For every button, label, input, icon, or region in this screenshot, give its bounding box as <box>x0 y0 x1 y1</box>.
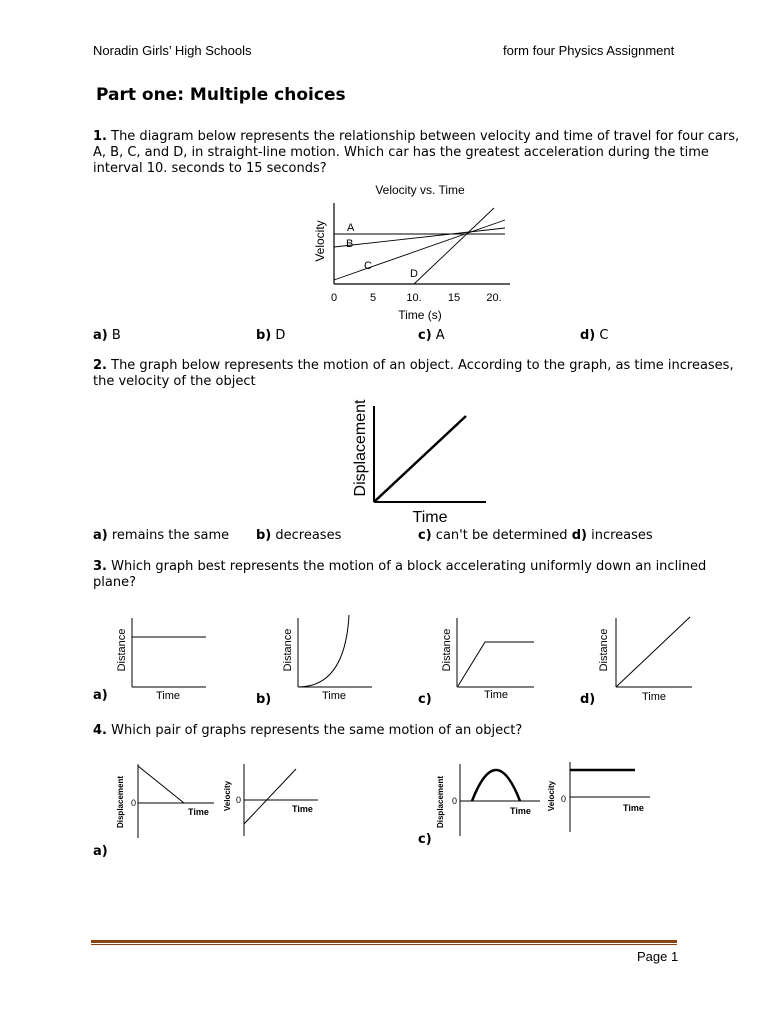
zero-label: 0 <box>561 794 567 804</box>
option-1c[interactable]: c) A <box>418 328 445 343</box>
question-number: 2. <box>93 358 107 373</box>
velocity-time-graph <box>300 178 520 328</box>
question-3 <box>93 559 741 591</box>
curve-line <box>458 642 534 686</box>
curve-line <box>138 766 184 803</box>
curve-line <box>244 769 296 824</box>
graph-3c <box>438 610 548 706</box>
graph-x-label: Time <box>292 804 313 814</box>
question-text: The graph below represents the motion of an object. According to the graph, as time increases, the velocity of the object <box>93 358 734 389</box>
option-4c[interactable]: c) <box>418 832 432 847</box>
tick-label: 10. <box>406 292 422 304</box>
header-school: Noradin Girls’ High Schools <box>93 43 252 58</box>
graph-y-label: Displacement <box>436 775 445 829</box>
graph-4a-displacement <box>114 760 222 840</box>
graph-x-label: Time <box>510 806 531 816</box>
graph-y-label: Displacement <box>116 775 125 829</box>
footer-divider-thin <box>91 944 677 945</box>
option-4a[interactable]: a) <box>93 844 108 859</box>
zero-label: 0 <box>452 796 458 806</box>
graph-title: Velocity vs. Time <box>375 183 465 197</box>
zero-label: 0 <box>131 798 137 808</box>
label-D: D <box>410 268 418 280</box>
label-C: C <box>364 260 372 272</box>
question-number: 1. <box>93 129 107 144</box>
graph-x-label: Time <box>412 509 448 526</box>
question-text: The diagram below represents the relationship between velocity and time of travel for four cars, A, B, C, and D, in straight-line motion. Which car has the greatest acceleration during the time interval 10. seconds to 15 seconds? <box>93 129 740 176</box>
option-2c[interactable]: c) can't be determined d) increases <box>418 528 653 543</box>
graph-y-label: Velocity <box>223 780 232 812</box>
graph-y-label: Velocity <box>547 780 556 812</box>
header-subject: form four Physics Assignment <box>503 43 675 58</box>
graph-3a <box>112 610 222 706</box>
line-B <box>334 228 505 247</box>
displacement-line <box>374 416 466 502</box>
tick-label: 15 <box>447 292 461 304</box>
line-D <box>414 208 494 284</box>
label-A: A <box>347 222 355 234</box>
graph-x-label: Time <box>155 690 181 702</box>
graph-y-label: Distance <box>441 628 453 672</box>
graph-y-label: Displacement <box>352 399 369 497</box>
page-number: Page 1 <box>637 949 679 964</box>
curve-line <box>298 615 349 687</box>
tick-label: 5 <box>369 292 377 304</box>
option-3c[interactable]: c) <box>418 692 432 707</box>
graph-x-label: Time (s) <box>398 308 442 322</box>
option-3a[interactable]: a) <box>93 688 108 703</box>
graph-3b <box>280 610 390 706</box>
question-2 <box>93 358 741 390</box>
option-2b[interactable]: b) decreases <box>256 528 342 543</box>
graph-3d <box>596 610 706 706</box>
option-1b[interactable]: b) D <box>256 328 286 343</box>
part-title: Part one: Multiple choices <box>96 85 346 105</box>
question-text: Which pair of graphs represents the same motion of an object? <box>111 723 523 738</box>
question-text: Which graph best represents the motion of a block accelerating uniformly down an inclined plane? <box>93 559 707 590</box>
graph-x-label: Time <box>641 691 667 703</box>
graph-y-label: Distance <box>116 628 128 672</box>
graph-x-label: Time <box>188 807 209 817</box>
curve-line <box>616 617 690 687</box>
question-1 <box>93 129 741 177</box>
option-1a[interactable]: a) B <box>93 328 121 343</box>
tick-label: 0 <box>330 292 338 304</box>
option-3d[interactable]: d) <box>580 692 596 707</box>
graph-x-label: Time <box>623 803 644 813</box>
graph-y-label: Distance <box>598 628 610 672</box>
question-number: 4. <box>93 723 107 738</box>
curve-line <box>472 770 520 801</box>
tick-label: 20. <box>486 292 502 304</box>
graph-y-label: Distance <box>282 628 294 672</box>
line-C <box>334 220 505 280</box>
zero-label: 0 <box>236 795 242 805</box>
question-4 <box>93 723 741 739</box>
graph-4a-velocity <box>222 760 322 840</box>
graph-4c-velocity <box>546 760 658 840</box>
graph-y-label: Velocity <box>313 220 327 262</box>
footer-divider <box>91 940 677 943</box>
option-3b[interactable]: b) <box>256 692 272 707</box>
displacement-time-graph <box>340 396 500 526</box>
question-number: 3. <box>93 559 107 574</box>
option-1d[interactable]: d) C <box>580 328 609 343</box>
option-2a[interactable]: a) remains the same <box>93 528 230 543</box>
graph-x-label: Time <box>483 689 509 701</box>
graph-4c-displacement <box>434 760 546 840</box>
graph-x-label: Time <box>321 690 347 702</box>
label-B: B <box>346 238 354 250</box>
